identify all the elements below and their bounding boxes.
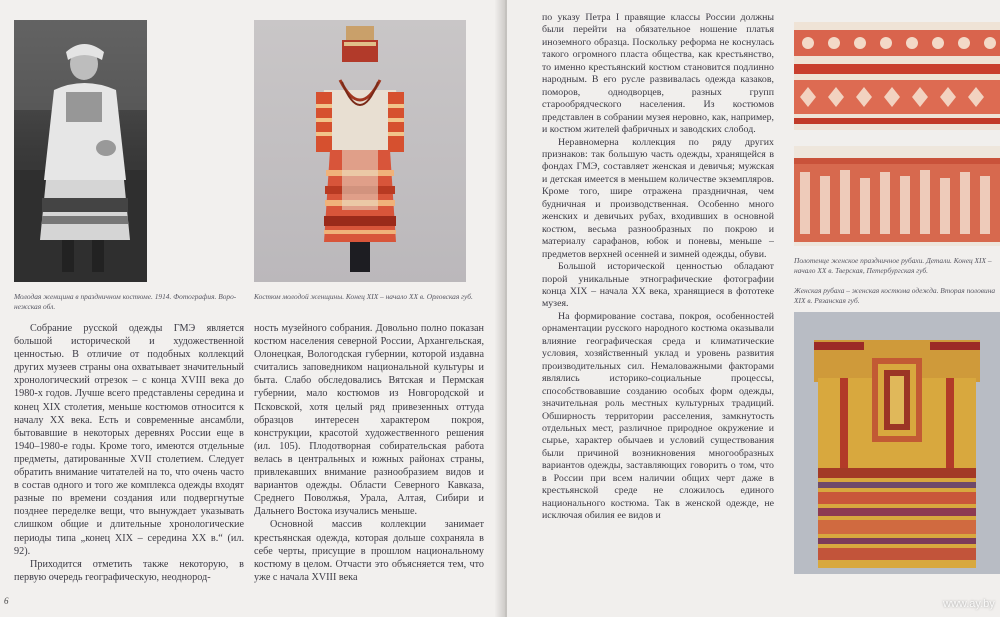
photo-embroidery-detail-1 xyxy=(794,22,1000,130)
embroidery-detail-1-image xyxy=(794,22,1000,130)
embroidery-caption: Полотенце женское праздничное рубахи. Детали. Конец XIX – начало XX в. Тверская, Петербургская губ. xyxy=(794,256,992,275)
shirt-caption: Женская рубаха – женская костюма одежда. Вторая половина XIX в. Рязанская губ. xyxy=(794,286,996,305)
right-text-column xyxy=(542,12,774,523)
paragraph: Неравномерна коллекция по ряду других признаков: так большую часть одежды, хранящейся в фондах ГМЭ, составляет женская и девичья; мужская и детская имеется в меньшем количестве экземпляров. Кроме того, шире отражена праздничная, чем будничная и производственная. Особенно много женских и девичьих рубах, входивших в основной костюм, весьма разнообразных по покрою и материалу сарафанов, юбок и поневы, меньше – предметов верхней осенней и зимней одежды, обуви. xyxy=(542,136,774,260)
photo-yellow-shirt xyxy=(794,312,1000,574)
page-number: 6 xyxy=(4,596,9,606)
right-page xyxy=(507,0,1000,617)
paragraph: Большой исторической ценностью обладают порой уникальные этнографические фотографии конца XIX – начала XX века, хранящиеся в фототеке музея. xyxy=(542,261,774,310)
photo-costume-mannequin xyxy=(254,20,466,282)
paragraph: по указу Петра I правящие классы России должны были перейти на обязательное ношение платья иноземного образца. Поскольку реформа не коснулась такого огромного пласта общества, как крестьянство, то именно крестьянский костюм становится подлинно народным. В его русле развивалась одежда казаков, поморов, однодворцев, разных групп старообрядческого населения. Из костюмов представлен в собрании музея неровно, как, например, и костюм жителей фабричных и заводских слобод. xyxy=(542,12,774,136)
photo2-caption: Костюм молодой женщины. Конец XIX – начало XX в. Орловская губ. xyxy=(254,292,473,301)
embroidery-detail-2-image xyxy=(794,146,1000,246)
shirt-photo-image xyxy=(794,312,1000,574)
costume-photo-image xyxy=(254,20,466,282)
photo1-caption: Молодая женщина в праздничном костюме. 1914. Фотография. Воро-нежская обл. xyxy=(14,292,237,311)
left-text-column-1 xyxy=(14,322,244,584)
photo-woman-festive-costume xyxy=(14,20,147,282)
left-text-column-2 xyxy=(254,322,484,584)
paragraph: ность музейного собрания. Довольно полно показан костюм населения северной России, Архангельская, Олонецкая, Вологодская губернии, которой издавна считались заповедником национальной культуры и быта. Слабо обследовались Вятская и Пермская губернии, мало костюмов из Новгородской и Псковской, хотя целый ряд привезенных оттуда образцов интересен характером покроя, конструкции, красотой художественного решения (ил. 105). Плодотворная собирательская работа велась в центральных и южных районах страны, привлекавших внимание разнообразием видов и вариантов одежды. Области Северного Кавказа, Среднего Поволжья, Урала, Алтая, Сибири и Дальнего Востока изучались меньше. xyxy=(254,323,484,518)
watermark: www.ay.by xyxy=(943,598,995,610)
paragraph: Собрание русской одежды ГМЭ является большой исторической и художественной ценностью. В отличие от подобных коллекций других музеев страны она охватывает значительный хронологический отрезок – с конца XVIII века до 1980-х годов. Лучше всего представлены середина и конец XIX столетия, меньше костюмов относится к началу XX века. Есть и современные ансамбли, бытовавшие в некоторых деревнях России еще в 1940–1980-е годы. Кроме того, имеются отдельные предметы, датированные XVII столетием. Следует обратить внимание читателей на то, что очень часто в состав одного и того же комплекса одежды входят разные по времени создания или подвергнутые позднее переделке вещи, что вынуждает указывать слишком общие и длительные хронологические периоды типа „конец XIX – середина XX в.“ (ил. 92). xyxy=(14,323,244,557)
photo-embroidery-detail-2 xyxy=(794,146,1000,246)
paragraph: Приходится отметить также некоторую, в первую очередь географическую, неоднород- xyxy=(14,558,244,583)
paragraph: На формирование состава, покроя, особенностей орнаментации русского народного костюма оказывали влияние географическая среда и климатические условия, хозяйственный уклад и уровень развития производительных сил. Немаловажными факторами являлись историко-социальные процессы, способствовавшие созданию особых форм одежды, значительная роль местных культурных традиций. Обширность территории расселения, замкнутость отдельных мест, различное природное окружение и сырье, характер обычаев и условий существования были причиной возникновения многообразных вариантов одежды, заставляющих говорить о том, что в России при всем наличии общих черт даже в крестьянской среде не сложилось единого национального костюма. Так в женской одежде, не исключая обилия ее видов и xyxy=(542,310,774,522)
paragraph: Основной массив коллекции занимает крестьянская одежда, которая дольше сохраняла в себе черты, присущие в прошлом национальному костюму в целом. Отчасти это объясняется тем, что уже с начала XVIII века xyxy=(254,519,484,583)
woman-photo-image xyxy=(14,20,147,282)
